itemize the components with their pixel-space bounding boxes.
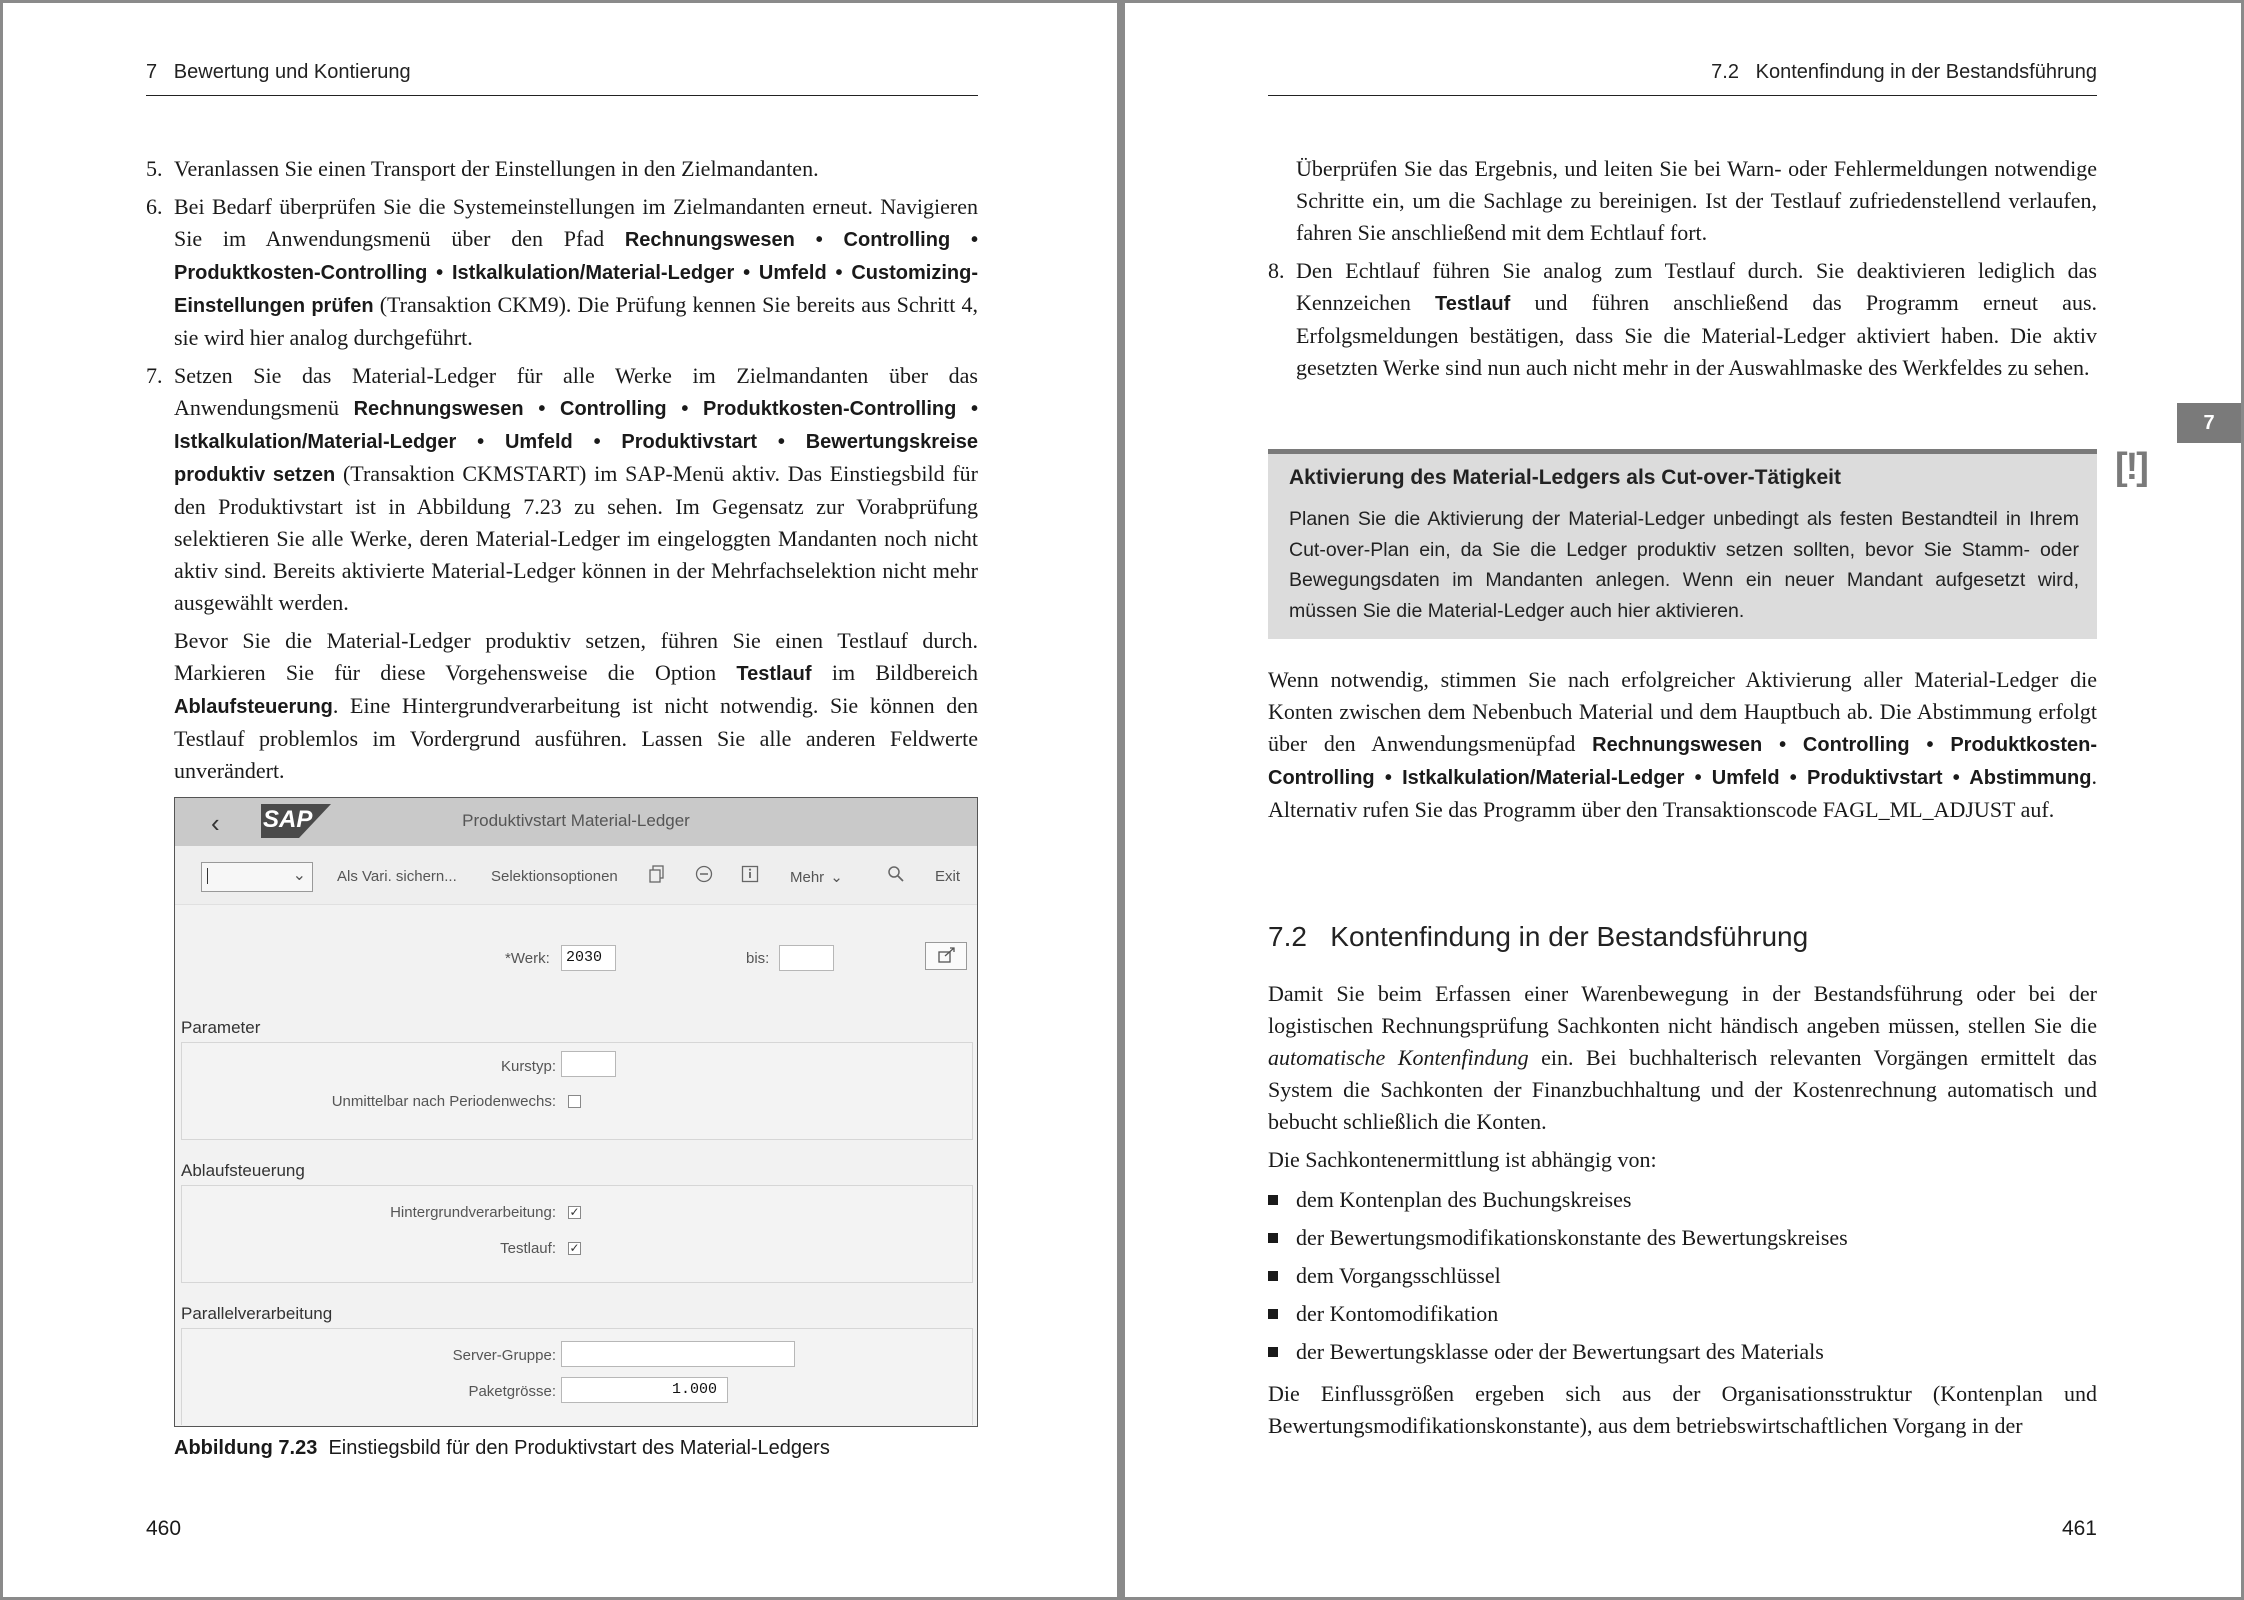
list-number: 6. (146, 194, 163, 219)
werk-input[interactable]: 2030 (561, 945, 616, 971)
server-gruppe-label: Server-Gruppe: (452, 1347, 556, 1364)
numbered-list (146, 153, 978, 619)
text-run: Den Echtlauf führen Sie analog zum Testlauf durch. Sie deaktivieren lediglich das Kennzeichen (1296, 258, 2097, 315)
list-number: 7. (146, 363, 163, 388)
right-body-bottom (1268, 978, 2097, 1448)
section-ablaufsteuerung: Ablaufsteuerung (181, 1161, 305, 1180)
menu-path-bold: Ablaufsteuerung (174, 696, 333, 718)
list-item (1268, 1336, 2097, 1368)
square-bullet-icon (1268, 1347, 1278, 1357)
square-bullet-icon (1268, 1271, 1278, 1281)
list-item-8 (1268, 255, 2097, 384)
running-head-left (146, 61, 411, 84)
list-item-text (174, 363, 978, 615)
emphasis-term: automatische Kontenfindung (1268, 1045, 1529, 1070)
exit-button[interactable]: Exit (935, 868, 961, 885)
chevron-down-icon: ⌄ (830, 869, 843, 886)
figure-label: Abbildung 7.23 (174, 1437, 318, 1459)
list-item (1268, 1260, 2097, 1292)
page-number-right: 461 (2061, 1517, 2097, 1540)
sap-screenshot (174, 797, 978, 1427)
testlauf-label: Testlauf: (500, 1240, 556, 1257)
section-number: 7.2 (1268, 921, 1307, 952)
figure-caption (174, 1437, 830, 1460)
running-head-title: Kontenfindung in der Bestandsführung (1755, 61, 2097, 83)
header-rule (146, 95, 978, 96)
header-rule (1268, 95, 2097, 96)
text-run: im Bildbereich (811, 660, 978, 685)
hintergrund-label: Hintergrundverarbeitung: (390, 1204, 556, 1221)
sap-title-bar (175, 798, 977, 846)
save-variant-button[interactable]: Als Vari. sichern... (337, 868, 457, 885)
testlauf-checkbox[interactable]: ✓ (569, 1241, 580, 1255)
sap-window-title: Produktivstart Material-Ledger (462, 811, 690, 830)
list-item-text (1296, 258, 2097, 380)
text-run: (Transaktion CKMSTART) im SAP-Menü aktiv. Das Einstiegsbild für den Produktivstart ist in Abbildung 7.23 zu sehen. Im Gegensatz zur Vorabprüfung selektieren Sie alle Werke, deren Material-Ledger im eingeloggten Mandanten noch nicht aktiv sind. Bereits aktivierte Material-Ledger können in der Mehrfachselektion nicht mehr ausgewählt werden. (174, 461, 978, 615)
info-icon[interactable] (741, 865, 759, 883)
square-bullet-icon (1268, 1195, 1278, 1205)
section-parameter: Parameter (181, 1018, 261, 1037)
unmittelbar-checkbox[interactable] (568, 1095, 581, 1108)
hintergrund-checkbox[interactable]: ✓ (569, 1205, 580, 1219)
paketgroesse-input[interactable]: 1.000 (561, 1377, 728, 1403)
more-label: Mehr (790, 869, 825, 886)
werk-label: *Werk: (505, 950, 550, 967)
text-run: . Eine Hintergrundverarbeitung ist nicht notwendig. Sie können den Testlauf problemlos im Vordergrund ausführen. Lassen Sie alle anderen Feldwerte unverändert. (174, 693, 978, 783)
bullet-text: der Bewertungsklasse oder der Bewertungsart des Materials (1296, 1339, 1824, 1364)
list-item (1268, 1184, 2097, 1216)
text-run: und führen anschließend das Programm erneut aus. Erfolgsmeldungen bestätigen, dass Sie die Material-Ledger aktiviert haben. Die aktiv gesetzten Werke sind nun auch nicht mehr in der Auswahlmaske des Werkfeldes zu sehen. (1296, 290, 2097, 380)
bullet-text: der Kontomodifikation (1296, 1301, 1499, 1326)
text-cursor (207, 868, 208, 884)
text-run: Bevor Sie die Material-Ledger produktiv setzen, führen Sie einen Testlauf durch. Markieren Sie für diese Vorgehensweise die Option (174, 628, 978, 685)
sap-toolbar (175, 846, 977, 905)
minus-circle-icon[interactable] (695, 865, 713, 883)
menu-path-bold: Rechnungswesen • Controlling • Produktkosten-Controlling • Istkalkulation/Material-Ledger • Umfeld • Produktivstart • Bewertungskreise produktiv setzen (174, 398, 978, 486)
copy-icon[interactable] (649, 865, 665, 883)
kurstyp-label: Kurstyp: (500, 1058, 556, 1075)
menu-path-bold: Testlauf (1435, 293, 1511, 315)
section-parallelverarbeitung: Parallelverarbeitung (181, 1304, 333, 1323)
sap-logo: SAP (261, 804, 331, 838)
chevron-down-icon: ⌄ (292, 867, 306, 884)
paragraph-testlauf (146, 625, 978, 787)
bullet-text: der Bewertungsmodifikationskonstante des Bewertungskreises (1296, 1225, 1848, 1250)
section-heading (1268, 921, 1808, 953)
running-head-right (1711, 61, 2097, 84)
note-text: Planen Sie die Aktivierung der Material-Ledger unbedingt als festen Bestandteil in Ihrem Cut-over-Plan ein, da Sie die Ledger produktiv setzen sollten, bevor Sie Stamm- oder Bewegungsdaten im Mandanten anlegen. Wenn ein neuer Mandant aufgesetzt wird, müssen Sie die Material-Ledger auch hier aktivieren. (1289, 508, 2079, 622)
square-bullet-icon (1268, 1309, 1278, 1319)
list-item (1268, 1222, 2097, 1254)
warning-icon: [!] (2115, 446, 2147, 488)
left-page (3, 3, 1117, 1597)
figure-caption-text: Einstiegsbild für den Produktivstart des Material-Ledgers (328, 1437, 830, 1459)
required-marker: * (505, 950, 511, 967)
back-icon[interactable]: ‹ (211, 808, 220, 838)
kontenfindung-paragraph: Damit Sie beim Erfassen einer Warenbewegung in der Bestandsführung oder bei der logistischen Rechnungsprüfung Sachkonten nicht händisch angeben müssen, stellen Sie die automatische Kontenfindung ein. Bei buchhalterisch relevanten Vorgängen ermittelt das System die Sachkonten der Finanzbuchhaltung und der Kostenrechnung automatisch und bebucht schließlich die Konten. (1268, 981, 2097, 1134)
list-item (146, 153, 978, 185)
section-title: Kontenfindung in der Bestandsführung (1330, 921, 1809, 952)
bullet-list (1268, 1184, 2097, 1368)
list-item (146, 360, 978, 619)
menu-path-bold: Rechnungswesen • Controlling • Produktkosten-Controlling • Istkalkulation/Material-Ledger • Umfeld • Customizing-Einstellungen prüfen (174, 229, 978, 317)
abstimmung-paragraph (1268, 664, 2097, 826)
bullet-text: dem Kontenplan des Buchungskreises (1296, 1187, 1632, 1212)
parameter-group (181, 1042, 973, 1140)
server-gruppe-input[interactable] (561, 1341, 795, 1367)
menu-path-bold: Testlauf (736, 663, 812, 685)
text-run: Setzen Sie das Material-Ledger für alle Werke im Zielmandanten über das Anwendungsmenü (174, 363, 978, 420)
paketgroesse-label: Paketgrösse: (468, 1383, 556, 1400)
square-bullet-icon (1268, 1233, 1278, 1243)
abstimmung-paragraph-block (1268, 664, 2097, 832)
running-head-number: 7 (146, 61, 158, 83)
ablaufsteuerung-group (181, 1185, 973, 1283)
list-item (1268, 1298, 2097, 1330)
text-run: Wenn notwendig, stimmen Sie nach erfolgreicher Aktivierung aller Material-Ledger die Konten zwischen dem Nebenbuch Material und dem Hauptbuch ab. Die Abstimmung erfolgt über den Anwendungsmenüpfad (1268, 667, 2097, 756)
note-title: Aktivierung des Material-Ledgers als Cut-over-Tätigkeit (1289, 466, 1841, 489)
intro-paragraph: Überprüfen Sie das Ergebnis, und leiten Sie bei Warn- oder Fehlermeldungen notwendige Schritte ein, um die Sachlage zu bereinigen. Ist der Testlauf zufriedenstellend verlaufen, fahren Sie anschließend mit dem Echtlauf fort. (1296, 156, 2097, 245)
einflussgroessen-paragraph: Die Einflussgrößen ergeben sich aus der Organisationsstruktur (Kontenplan und Bewertungsmodifikationskonstante), aus dem betriebswirtschaftlichen Vorgang in der (1268, 1381, 2097, 1438)
chapter-tab: 7 (2177, 403, 2241, 443)
list-item (146, 191, 978, 354)
right-page (1125, 3, 2241, 1597)
note-box (1268, 449, 2097, 639)
more-menu[interactable] (790, 868, 843, 886)
bullet-text: dem Vorgangsschlüssel (1296, 1263, 1501, 1288)
text-run: . Alternativ rufen Sie das Programm über den Transaktionscode FAGL_ML_ADJUST auf. (1268, 764, 2097, 822)
text-run: (Transaktion CKM9). Die Prüfung kennen Sie bereits aus Schritt 4, sie wird hier analog durchgeführt. (174, 292, 978, 350)
left-body-text (146, 153, 978, 793)
kurstyp-input[interactable] (561, 1051, 616, 1077)
unmittelbar-label: Unmittelbar nach Periodenwechs: (331, 1093, 556, 1110)
selection-options-button[interactable]: Selektionsoptionen (491, 868, 618, 885)
bis-input[interactable] (779, 945, 834, 971)
right-body-top (1268, 153, 2097, 390)
list-item-text (174, 156, 819, 181)
list-number: 8. (1268, 258, 1285, 283)
search-icon[interactable] (887, 865, 905, 883)
running-head-number: 7.2 (1711, 61, 1739, 83)
page-number-left: 460 (146, 1517, 182, 1540)
text-run: Veranlassen Sie einen Transport der Einstellungen in den Zielmandanten. (174, 156, 819, 181)
variant-dropdown[interactable] (201, 862, 313, 892)
running-head-title: Bewertung und Kontierung (173, 61, 411, 83)
list-number: 5. (146, 156, 163, 181)
dependency-intro: Die Sachkontenermittlung ist abhängig von: (1268, 1147, 1657, 1172)
list-item-text (174, 194, 978, 350)
bis-label: bis: (746, 950, 770, 967)
parallelverarbeitung-group (181, 1328, 973, 1425)
text-run: Bei Bedarf überprüfen Sie die Systemeinstellungen im Zielmandanten erneut. Navigieren Sie im Anwendungsmenü über den Pfad (174, 194, 978, 251)
multiple-selection-button[interactable] (925, 942, 967, 970)
menu-path-bold: Rechnungswesen • Controlling • Produktkosten-Controlling • Istkalkulation/Material-Ledger • Umfeld • Produktivstart • Abstimmung (1268, 734, 2097, 789)
